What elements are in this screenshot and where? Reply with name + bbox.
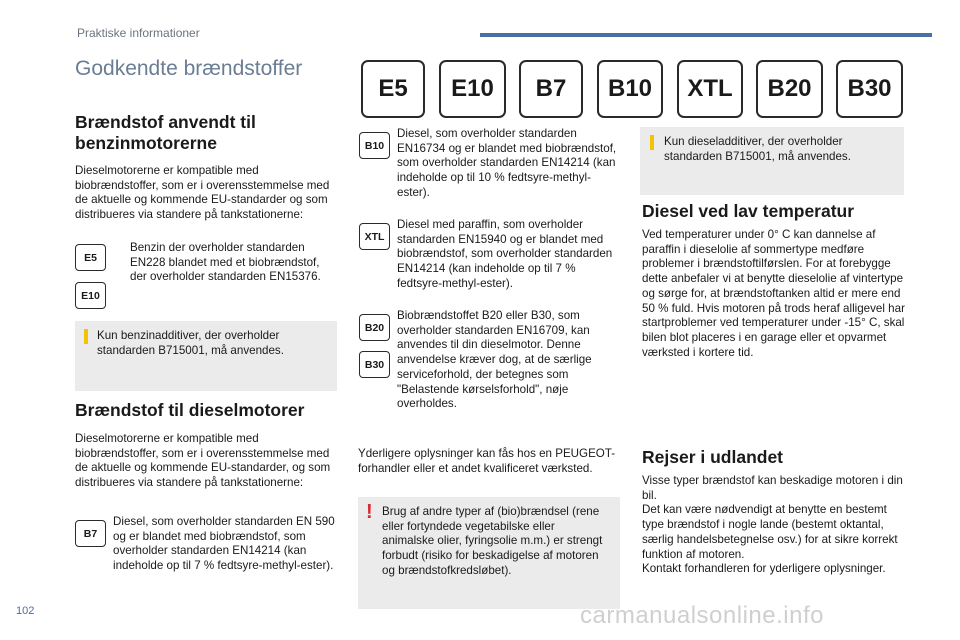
note-bar-icon bbox=[84, 329, 88, 344]
section-label: Praktiske informationer bbox=[77, 26, 200, 40]
header-rule bbox=[480, 33, 932, 37]
diesel-heading: Brændstof til dieselmotorer bbox=[75, 400, 305, 420]
b7-text: Diesel, som overholder standarden EN 590 og er blandet med biobrændstof, som overholder standarden EN14214 (kan indeholde op til 7 % fedtsyre-methyl-ester). bbox=[113, 515, 335, 573]
fuel-badge-e5: E5 bbox=[361, 60, 425, 118]
watermark: carmanualsonline.info bbox=[580, 602, 824, 629]
abroad-text-1: Visse typer brændstof kan beskadige motoren i din bil. bbox=[642, 474, 903, 502]
petrol-additive-note-text: Kun benzinadditiver, der overholder standarden B715001, må anvendes. bbox=[97, 329, 284, 357]
abroad-text-3: Kontakt forhandleren for yderligere oplysninger. bbox=[642, 562, 886, 576]
badge-e5: E5 bbox=[75, 244, 106, 271]
abroad-text bbox=[642, 474, 912, 577]
diesel-intro: Dieselmotorerne er kompatible med biobrændstoffer, som er i overensstemmelse med de aktuelle og kommende EU-standarder, og som distribueres via standere på tankstationerne: bbox=[75, 432, 331, 490]
warning-exclamation-icon: ! bbox=[366, 501, 373, 523]
low-temp-text: Ved temperaturer under 0° C kan dannelse af paraffin i dieselolie af sommertype medføre problemer i brændstoftilførslen. For at forebygge dette anbefaler vi at benytte dieselolie af vintertype og sørge for, at brændstoftanken altid er mere end 50 % fuld. Hvis motoren på trods heraf alligevel har startproblemer ved temperaturer under -15° C, skal bilen blot placeres i en garage eller et opvarmet værksted i kortere tid. bbox=[642, 228, 905, 359]
badge-b20: B20 bbox=[359, 314, 390, 341]
badge-b7: B7 bbox=[75, 520, 106, 547]
page-number: 102 bbox=[16, 605, 35, 617]
abroad-text-2: Det kan være nødvendigt at benytte en bestemt type brændstof i nogle lande (bestemt oktantal, særlig handelsbetegnelse osv.) for at sikre korrekt funktion af motoren. bbox=[642, 503, 898, 561]
warning-note-text: Brug af andre typer af (bio)brændsel (rene eller fortyndede vegetabilske eller animalske olier, fyringsolie m.m.) er strengt forbudt (risiko for beskadigelse af motoren og brændstofkredsløbet). bbox=[382, 505, 603, 577]
note-bar-icon bbox=[650, 135, 654, 150]
fuel-badge-e10: E10 bbox=[439, 60, 506, 118]
b20-b30-text: Biobrændstoffet B20 eller B30, som overholder standarden EN16709, kan anvendes til din dieselmotor. Denne anvendelse kræver dog, at de særlige serviceforhold, der betegnes som "Belastende kørselsforhold", nøje overholdes. bbox=[397, 309, 592, 411]
b10-text: Diesel, som overholder standarden EN16734 og er blandet med biobrændstof, som overholder standarden EN14214 (kan indeholde op til 10 % fedtsyre-methyl-ester). bbox=[397, 127, 617, 199]
badge-e10: E10 bbox=[75, 282, 106, 309]
petrol-additive-note bbox=[75, 321, 337, 391]
diesel-additive-note-text: Kun dieseladditiver, der overholder standarden B715001, må anvendes. bbox=[664, 135, 851, 163]
fuel-badge-b7: B7 bbox=[519, 60, 583, 118]
fuel-badge-row bbox=[361, 60, 903, 120]
petrol-heading: Brændstof anvendt til benzinmotorerne bbox=[75, 112, 256, 153]
fuel-badge-xtl: XTL bbox=[677, 60, 743, 118]
page-title: Godkendte brændstoffer bbox=[75, 57, 303, 80]
petrol-badges-text: Benzin der overholder standarden EN228 blandet med et biobrændstof, der overholder standarden EN15376. bbox=[130, 241, 321, 284]
fuel-badge-b20: B20 bbox=[756, 60, 823, 118]
fuel-badge-b30: B30 bbox=[836, 60, 903, 118]
badge-b30: B30 bbox=[359, 351, 390, 378]
xtl-text: Diesel med paraffin, som overholder standarden EN15940 og er blandet med biobrændstof, som overholder standarden EN14214 (kan indeholde op til 7 % fedtsyre-methyl-ester). bbox=[397, 218, 613, 290]
abroad-heading: Rejser i udlandet bbox=[642, 447, 784, 467]
low-temp-heading: Diesel ved lav temperatur bbox=[642, 201, 855, 221]
fuel-badge-b10: B10 bbox=[597, 60, 663, 118]
diesel-additive-note bbox=[640, 127, 904, 195]
badge-b10: B10 bbox=[359, 132, 390, 159]
warning-note bbox=[358, 497, 620, 609]
badge-xtl: XTL bbox=[359, 223, 390, 250]
more-info-text: Yderligere oplysninger kan fås hos en PEUGEOT-forhandler eller et andet kvalificeret værksted. bbox=[358, 447, 616, 475]
petrol-intro: Dieselmotorerne er kompatible med biobrændstoffer, som er i overensstemmelse med de aktuelle og kommende EU-standarder og som distribueres via standere på tankstationerne: bbox=[75, 164, 330, 222]
